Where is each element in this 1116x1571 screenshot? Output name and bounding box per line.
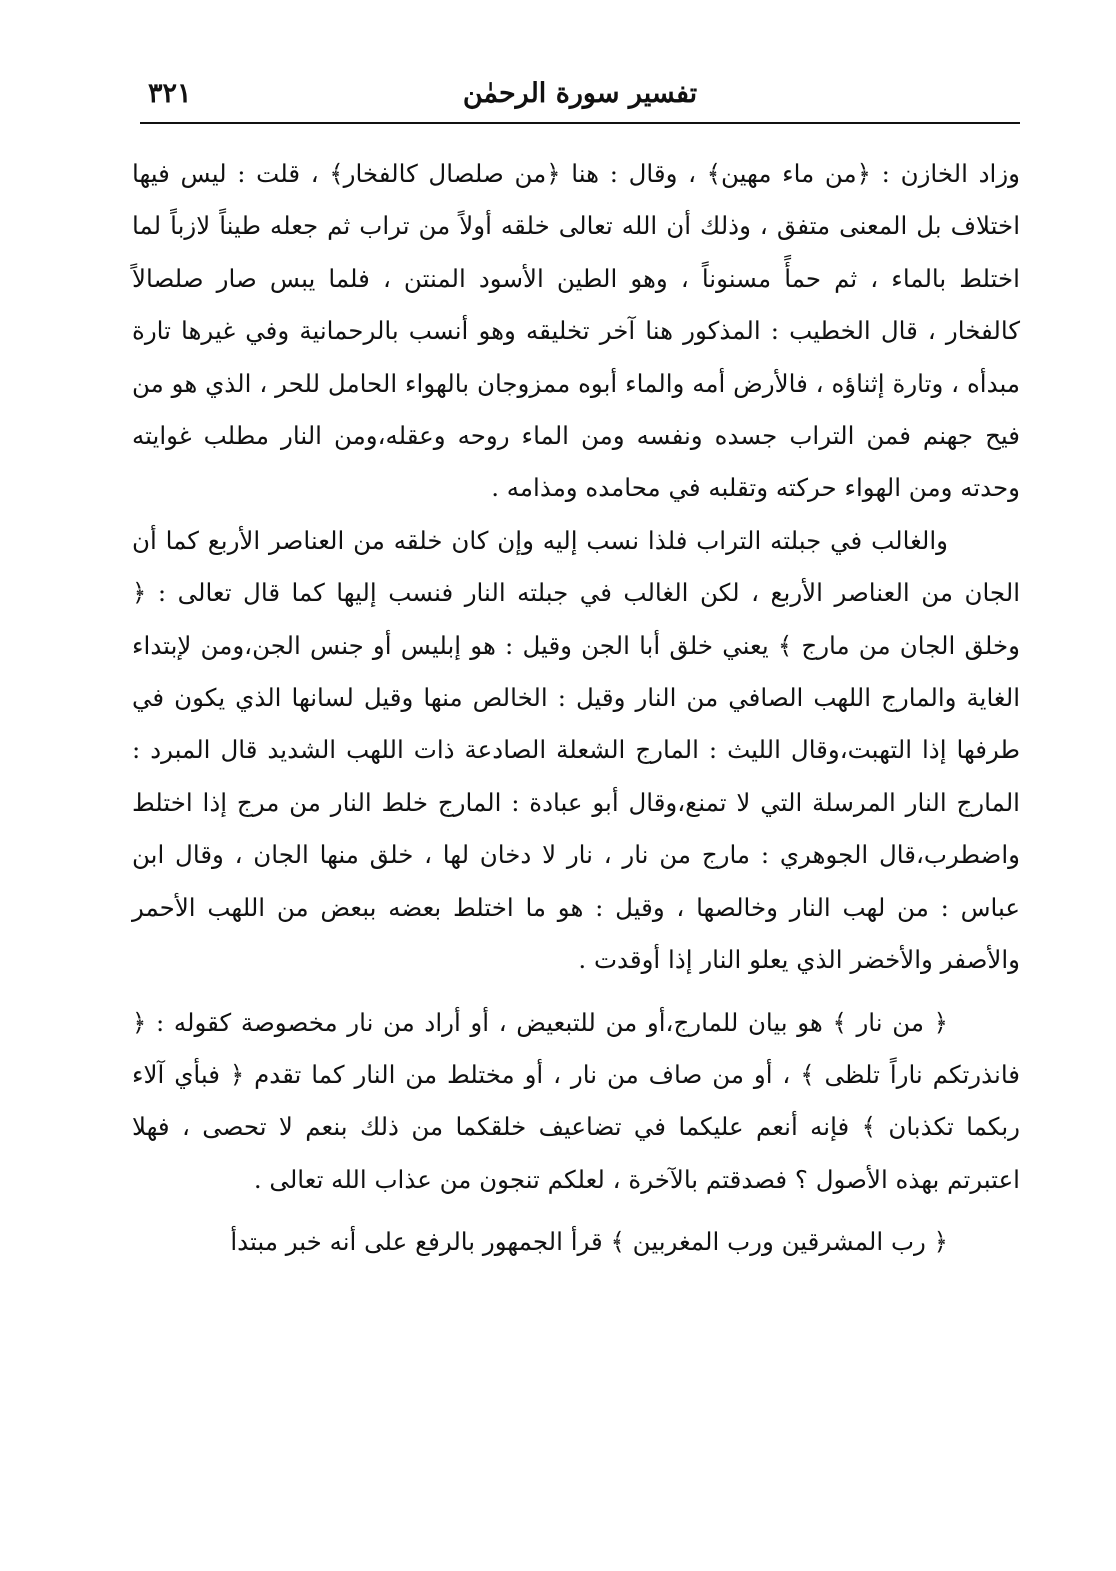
- header-divider: [140, 122, 1020, 124]
- page-number: ٣٢١: [148, 78, 192, 109]
- paragraph-1: وزاد الخازن : ﴿من ماء مهين﴾ ، وقال : هنا ﴿من صلصال كالفخار﴾ ، قلت : ليس فيها اختلاف بل المعنى متفق ، وذلك أن الله تعالى خلقه أولاً من تراب ثم جعله طيناً لازباً لما اختلط بالماء ، ثم حمأً مسنوناً ، وهو الطين الأسود المنتن ، فلما يبس صار صلصالاً كالفخار ، قال الخطيب : المذكور هنا آخر تخليقه وهو أنسب بالرحمانية وفي غيرها تارة مبدأه ، وتارة إثناؤه ، فالأرض أمه والماء أبوه ممزوجان بالهواء الحامل للحر ، الذي هو من فيح جهنم فمن التراب جسده ونفسه ومن الماء روحه وعقله،ومن النار مطلب غوايته وحدته ومن الهواء حركته وتقلبه في محامده ومذامه .: [132, 159, 1020, 503]
- paragraph-3: ﴿ من نار ﴾ هو بيان للمارج،أو من للتبعيض ، أو أراد من نار مخصوصة كقوله : ﴿ فانذرتكم ناراً تلظى ﴾ ، أو من صاف من نار ، أو مختلط من النار كما تقدم ﴿ فبأي آلاء ربكما تكذبان ﴾ فإنه أنعم عليكما في تضاعيف خلقكما من ذلك بنعم لا تحصى ، فهلا اعتبرتم بهذه الأصول ؟ فصدقتم بالآخرة ، لعلكم تنجون من عذاب الله تعالى .: [132, 1007, 1020, 1194]
- page-header: [140, 74, 1020, 124]
- page-body: [132, 148, 1020, 1269]
- running-title: تفسير سورة الرحمٰن: [462, 78, 698, 109]
- paragraph-2: والغالب في جبلته التراب فلذا نسب إليه وإن كان خلقه من العناصر الأربع كما أن الجان من العناصر الأربع ، لكن الغالب في جبلته النار فنسب إليها كما قال تعالى : ﴿ وخلق الجان من مارج ﴾ يعني خلق أبا الجن وقيل : هو إبليس أو جنس الجن،ومن لإبتداء الغاية والمارج اللهب الصافي من النار وقيل : الخالص منها وقيل لسانها الذي يكون في طرفها إذا التهبت،وقال الليث : المارج الشعلة الصادعة ذات اللهب الشديد قال المبرد : المارج النار المرسلة التي لا تمنع،وقال أبو عبادة : المارج خلط النار من مرج إذا اختلط واضطرب،قال الجوهري : مارج من نار ، نار لا دخان لها ، خلق منها الجان ، وقال ابن عباس : من لهب النار وخالصها ، وقيل : هو ما اختلط بعضه ببعض من اللهب الأحمر والأصفر والأخضر الذي يعلو النار إذا أوقدت .: [132, 525, 1020, 975]
- paragraph-4: ﴿ رب المشرقين ورب المغربين ﴾ قرأ الجمهور بالرفع على أنه خبر مبتدأ: [230, 1227, 948, 1257]
